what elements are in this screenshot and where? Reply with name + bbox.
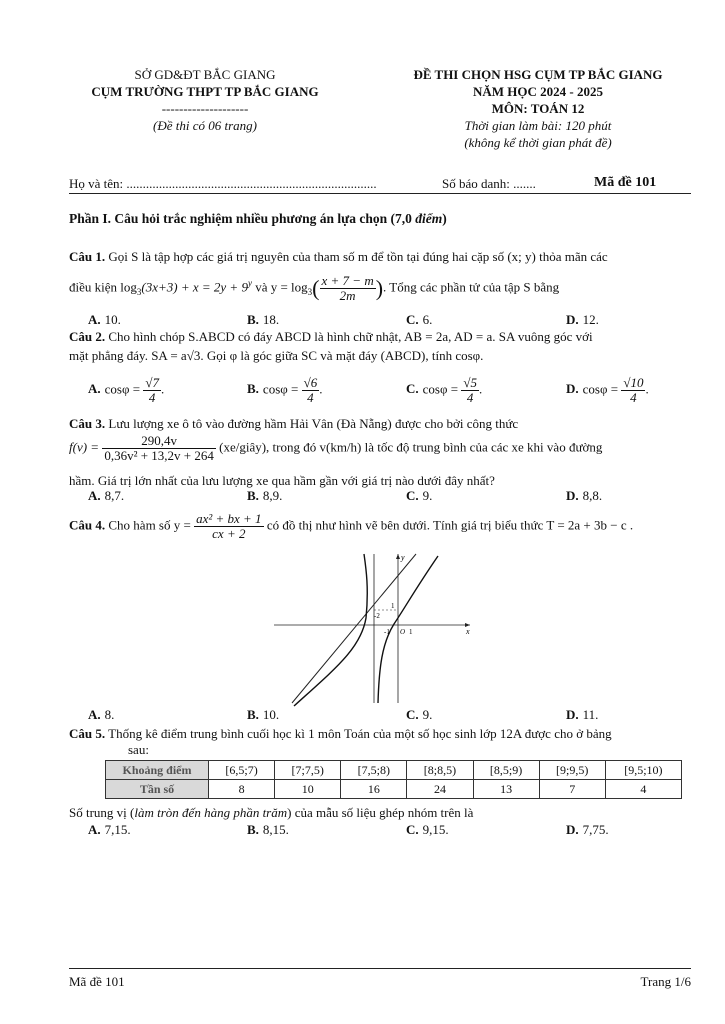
q4-option-c[interactable]: C. 9. [406,707,433,722]
oblique-asymptote [292,554,416,703]
table-header-interval: Khoảng điểm [106,761,209,780]
table-cell: [8,5;9) [473,761,539,780]
candidate-name-field: Họ và tên: ............................................................................. [69,176,377,191]
table-cell: [8;8,5) [407,761,473,780]
question-1: Câu 1. Gọi S là tập hợp các giá trị nguyên của tham số m để tồn tại đúng hai cặp số (x; y) thỏa mãn các [69,249,608,264]
frequency-table [105,760,682,799]
q4-function-graph [266,548,476,708]
q3-option-b[interactable]: B. 8,9. [247,488,283,503]
q3-option-c[interactable]: C. 9. [406,488,433,503]
page-count-note: (Đề thi có 06 trang) [153,118,257,133]
table-cell: [6,5;7) [209,761,275,780]
table-cell: 16 [341,780,407,799]
tick-1-y: 1 [391,602,395,610]
question-1-conditions: điều kiện $\log_3(3x+3) + x = 2y + 9^y$ và $y = \log_3$( $\frac{x + 7 - m}{2m}$ ). Tổng các phần tử của tập S bằng [69,273,560,303]
question-5: Câu 5. Thống kê điểm trung bình cuối học kì 1 môn Toán của một số học sinh lớp 12A được cho ở bảng [69,726,612,741]
subject: MÔN: TOÁN 12 [491,101,585,116]
tick-neg2: -2 [374,612,380,620]
q2-option-d[interactable]: D. cosφ = $\frac{√10}{4}$ . [566,375,649,405]
q3-option-d[interactable]: D. 8,8. [566,488,603,503]
table-cell: 7 [539,780,605,799]
table-row [106,780,682,799]
department-name: SỞ GD&ĐT BẮC GIANG [134,67,276,82]
header-right [388,66,688,151]
q2-option-a[interactable]: A. cosφ = $\frac{√7}{4}$ . [88,375,165,405]
footer-page-number: Trang 1/6 [640,974,691,989]
table-cell: 24 [407,780,473,799]
q4-option-d[interactable]: D. 11. [566,707,599,722]
table-cell: [7;7,5) [275,761,341,780]
q5-option-c[interactable]: C. 9,15. [406,822,449,837]
q1-option-a[interactable]: A. 10. [88,312,121,327]
curve-left-branch [294,554,367,706]
school-cluster-name: CỤM TRƯỜNG THPT TP BẮC GIANG [91,84,319,99]
question-3-formula: f(v) = $\frac{290,4v}{\text{0,36v² + 13,2v + 264}}$ (xe/giây), trong đó v(km/h) là tốc độ trung bình của các xe khi vào đường [69,433,603,463]
q1-option-b[interactable]: B. 18. [247,312,280,327]
table-row [106,761,682,780]
q5-option-b[interactable]: B. 8,15. [247,822,289,837]
question-3: Câu 3. Lưu lượng xe ô tô vào đường hầm Hải Vân (Đà Nẵng) được cho bởi công thức [69,416,519,431]
footer-exam-code: Mã đề 101 [69,974,125,989]
candidate-underline [69,193,691,194]
question-5-line2: sau: [128,742,149,757]
time-limit: Thời gian làm bài: 120 phút [464,118,612,133]
school-year: NĂM HỌC 2024 - 2025 [473,84,603,99]
time-note: (không kể thời gian phát đề) [464,135,612,150]
q1-option-c[interactable]: C. 6. [406,312,433,327]
exam-title: ĐỀ THI CHỌN HSG CỤM TP BẮC GIANG [413,67,663,82]
header-dashes: -------------------- [161,101,249,116]
q5-option-d[interactable]: D. 7,75. [566,822,609,837]
header-left [70,66,340,134]
exam-code: Mã đề 101 [594,175,657,190]
table-cell: [7,5;8) [341,761,407,780]
table-header-frequency: Tần số [106,780,209,799]
question-5-prompt: Số trung vị (làm tròn đến hàng phần trăm) của mẫu số liệu ghép nhóm trên là [69,805,474,820]
table-cell: 8 [209,780,275,799]
x-axis-label: x [466,627,470,636]
footer-divider [69,968,691,969]
y-axis-label: y [401,553,405,562]
q1-option-d[interactable]: D. 12. [566,312,599,327]
table-cell: [9;9,5) [539,761,605,780]
q4-option-a[interactable]: A. 8. [88,707,115,722]
origin-label: O [400,628,406,636]
question-2-line2: mặt phẳng đáy. SA = a√3. Gọi φ là góc giữa SC và mặt đáy (ABCD), tính cosφ. [69,348,484,363]
table-cell: 4 [605,780,681,799]
table-cell: 10 [275,780,341,799]
q2-option-b[interactable]: B. cosφ = $\frac{√6}{4}$ . [247,375,323,405]
y-axis-arrow-icon [396,554,400,559]
table-cell: 13 [473,780,539,799]
table-cell: [9,5;10) [605,761,681,780]
question-2: Câu 2. Cho hình chóp S.ABCD có đáy ABCD là hình chữ nhật, AB = 2a, AD = a. SA vuông góc với [69,329,593,344]
tick-1-x: 1 [409,628,413,636]
candidate-id-field: Số báo danh: ....... [442,176,536,191]
q5-option-a[interactable]: A. 7,15. [88,822,131,837]
section-title: Phần I. Câu hỏi trắc nghiệm nhiều phương án lựa chọn (7,0 điểm) [69,211,447,226]
q2-option-c[interactable]: C. cosφ = $\frac{√5}{4}$ . [406,375,483,405]
q3-option-a[interactable]: A. 8,7. [88,488,125,503]
question-3-line3: hầm. Giá trị lớn nhất của lưu lượng xe qua hầm gần với giá trị nào dưới đây nhất? [69,473,495,488]
q4-option-b[interactable]: B. 10. [247,707,280,722]
question-4: Câu 4. Cho hàm số y = $\frac{\text{ax² + bx + 1}}{cx + 2}$ có đồ thị như hình vẽ bên dưới. Tính giá trị biểu thức T = 2a + 3b − c . [69,511,634,541]
tick-neg1: -1 [384,628,390,636]
